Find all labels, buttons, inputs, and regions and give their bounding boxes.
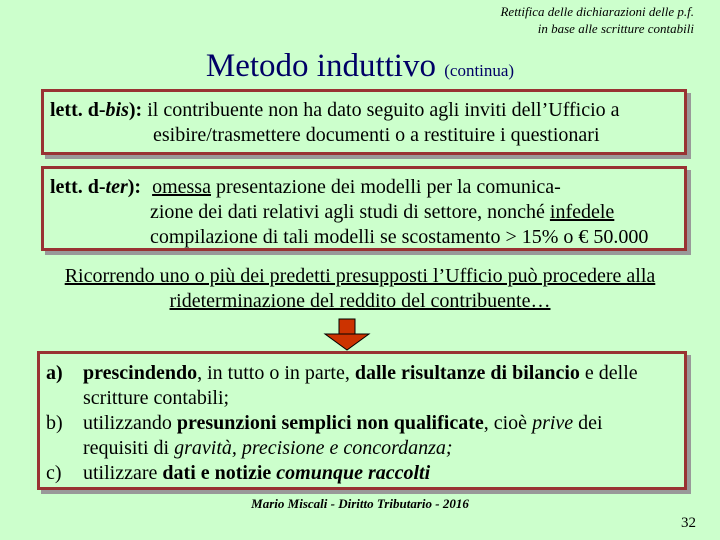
list-item-c-line1: utilizzare dati e notizie comunque raccolti (83, 462, 431, 484)
ter-omessa: omessa (152, 176, 211, 198)
list-item-a-line1: prescindendo, in tutto o in parte, dalle risultanze di bilancio e delle (83, 362, 638, 384)
ricorrendo-line2: rideterminazione del reddito del contribuente… (169, 290, 551, 312)
list-item-b-line1: utilizzando presunzioni semplici non qualificate, cioè prive dei (83, 412, 603, 434)
header-note-line1: Rettifica delle dichiarazioni delle p.f. (500, 4, 694, 19)
list-mark-b: b) (46, 412, 63, 434)
list-item-b-line2: requisiti di gravità, precisione e concordanza; (83, 437, 453, 459)
ter-text-line2: zione dei dati relativi agli studi di settore, nonché infedele (150, 201, 615, 223)
ter-text-line3: compilazione di tali modelli se scostamento > 15% o € 50.000 (150, 226, 649, 248)
ter-infedele: infedele (549, 201, 615, 223)
footer: Mario Miscali - Diritto Tributario - 2016 (251, 496, 469, 511)
list-mark-c: c) (46, 462, 62, 484)
ter-label: lett. d-ter): (50, 176, 142, 198)
header-note (434, 3, 694, 37)
box-ter-line1 (50, 175, 561, 200)
box-lett-d-ter (41, 166, 687, 251)
title-main: Metodo induttivo (205, 48, 436, 84)
bis-label: lett. d-bis): (50, 99, 143, 121)
down-arrow-icon (323, 318, 371, 352)
options-box (37, 351, 687, 490)
bis-text-line2: esibire/trasmettere documenti o a restituire i questionari (153, 124, 600, 146)
box-bis-line1 (50, 98, 620, 123)
ricorrendo-line1: Ricorrendo uno o più dei predetti presupposti l’Ufficio può procedere alla (64, 265, 656, 287)
title-sub: (continua) (444, 61, 515, 80)
list-mark-a: a) (46, 362, 63, 384)
header-note-line2: in base alle scritture contabili (537, 21, 694, 36)
page-number: 32 (681, 515, 696, 531)
page-title (0, 46, 720, 91)
box-lett-d-bis (41, 89, 687, 155)
bis-text-line1: il contribuente non ha dato seguito agli inviti dell’Ufficio a (147, 99, 620, 121)
list-item-a-line2: scritture contabili; (83, 387, 230, 409)
ter-text-line1: presentazione dei modelli per la comunica- (210, 176, 561, 198)
ricorrendo-text (0, 264, 720, 314)
